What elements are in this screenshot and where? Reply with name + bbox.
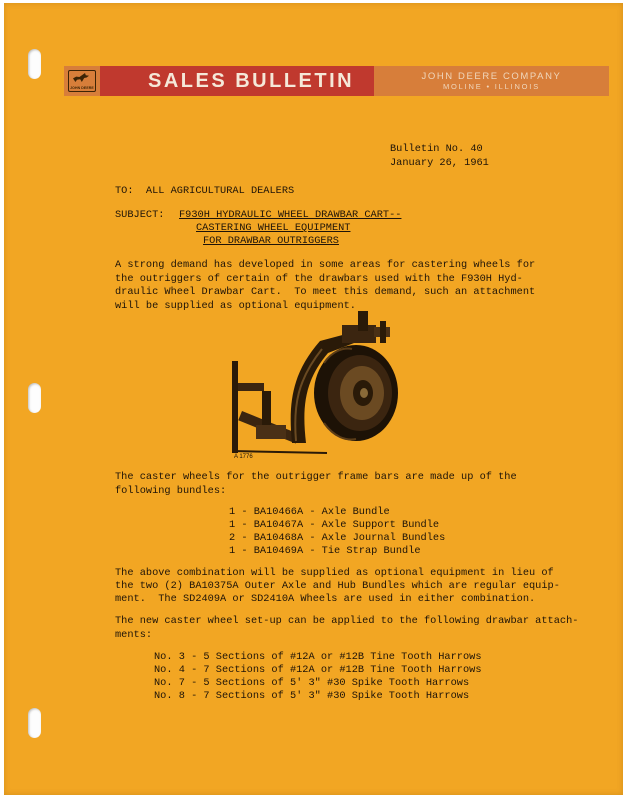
subject-line: CASTERING WHEEL EQUIPMENT xyxy=(196,222,351,234)
paragraph-line: the outriggers of certain of the drawbars used with the F930H Hyd- xyxy=(115,273,523,285)
subject-line: F930H HYDRAULIC WHEEL DRAWBAR CART-- xyxy=(179,209,402,221)
paragraph-line: ments: xyxy=(115,629,153,641)
bulletin-date: January 26, 1961 xyxy=(390,157,489,169)
recipient: TO: ALL AGRICULTURAL DEALERS xyxy=(115,185,295,197)
paragraph-line: draulic Wheel Drawbar Cart. To meet this demand, such an attachment xyxy=(115,286,536,298)
attachment-item: No. 7 - 5 Sections of 5' 3" #30 Spike Tooth Harrows xyxy=(154,677,470,689)
company-location: MOLINE • ILLINOIS xyxy=(443,82,540,91)
paragraph-line: ment. The SD2409A or SD2410A Wheels are used in either combination. xyxy=(115,593,536,605)
attachment-item: No. 4 - 7 Sections of #12A or #12B Tine Tooth Harrows xyxy=(154,664,482,676)
paragraph-line: the two (2) BA10375A Outer Axle and Hub Bundles which are regular equip- xyxy=(115,580,560,592)
bulletin-page xyxy=(4,3,623,795)
company-block xyxy=(374,66,609,96)
logo xyxy=(64,66,100,96)
bundle-item: 1 - BA10469A - Tie Strap Bundle xyxy=(229,545,421,557)
attachment-item: No. 8 - 7 Sections of 5' 3" #30 Spike Tooth Harrows xyxy=(154,690,470,702)
logo-text: JOHN DEERE xyxy=(70,86,94,90)
binder-hole xyxy=(28,383,41,413)
subject-label: SUBJECT: xyxy=(115,209,165,221)
bulletin-number: Bulletin No. 40 xyxy=(390,143,483,155)
header-banner xyxy=(64,66,609,96)
paragraph-line: The new caster wheel set-up can be applied to the following drawbar attach- xyxy=(115,615,579,627)
paragraph-line: The caster wheels for the outrigger frame bars are made up of the xyxy=(115,471,517,483)
deer-logo-icon xyxy=(68,70,96,92)
paragraph-line: will be supplied as optional equipment. xyxy=(115,300,356,312)
caster-wheel-illustration xyxy=(232,293,428,461)
bulletin-title: SALES BULLETIN xyxy=(148,69,355,92)
binder-hole xyxy=(28,708,41,738)
paragraph-line: A strong demand has developed in some areas for castering wheels for xyxy=(115,259,536,271)
binder-hole xyxy=(28,49,41,79)
company-name: JOHN DEERE COMPANY xyxy=(421,71,562,82)
figure-caption: A 1776 xyxy=(234,454,253,460)
subject-line: FOR DRAWBAR OUTRIGGERS xyxy=(203,235,339,247)
bundle-item: 1 - BA10467A - Axle Support Bundle xyxy=(229,519,440,531)
paragraph-line: following bundles: xyxy=(115,485,227,497)
paragraph-line: The above combination will be supplied as optional equipment in lieu of xyxy=(115,567,554,579)
bundle-item: 2 - BA10468A - Axle Journal Bundles xyxy=(229,532,446,544)
bundle-item: 1 - BA10466A - Axle Bundle xyxy=(229,506,390,518)
attachment-item: No. 3 - 5 Sections of #12A or #12B Tine Tooth Harrows xyxy=(154,651,482,663)
